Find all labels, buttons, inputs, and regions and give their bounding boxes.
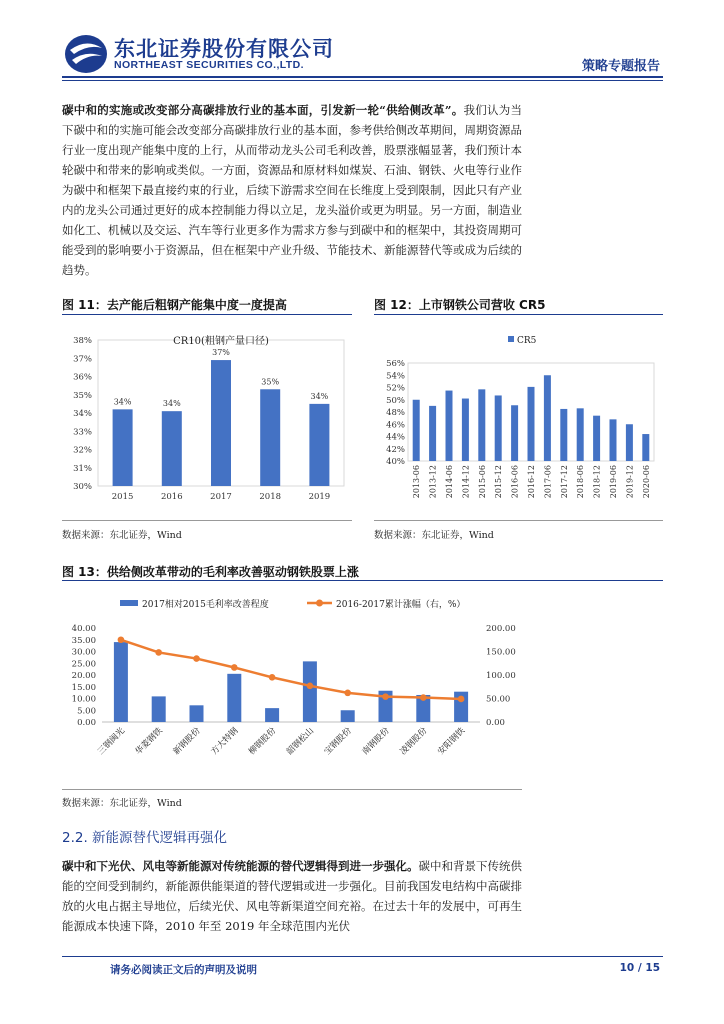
fig11-source: 数据来源：东北证券，Wind xyxy=(62,530,182,541)
fig13-line-point xyxy=(420,694,427,701)
fig12-legend-label: CR5 xyxy=(517,336,537,346)
fig13-x-tick: 方大特钢 xyxy=(209,726,241,758)
fig13-line-point xyxy=(344,690,351,697)
fig12-bar xyxy=(593,416,600,461)
fig13-bar xyxy=(341,710,355,722)
fig11-bar xyxy=(162,411,182,486)
fig13-legend-bar-label: 2017相对2015毛利率改善程度 xyxy=(142,600,269,610)
fig13-top-rule xyxy=(62,580,663,581)
fig13-legend-line-marker xyxy=(316,600,323,607)
fig13-bar xyxy=(190,705,204,722)
fig12-x-tick: 2015-06 xyxy=(477,465,487,499)
fig11-x-tick: 2019 xyxy=(308,492,331,502)
paragraph-carbon-neutral-supply-reform xyxy=(62,100,522,280)
fig12-chart xyxy=(374,318,663,518)
paragraph-lead: 碳中和的实施或改变部分高碳排放行业的基本面，引发新一轮“供给侧改革”。 xyxy=(62,103,464,117)
fig12-bar xyxy=(528,387,535,461)
fig13-line-point xyxy=(118,636,125,643)
fig12-top-rule xyxy=(374,314,663,315)
fig12-source: 数据来源：东北证券，Wind xyxy=(374,530,494,541)
fig11-top-rule xyxy=(62,314,352,315)
fig12-y-tick: 44% xyxy=(386,432,405,443)
fig12-bar xyxy=(413,400,420,461)
fig12-y-tick: 48% xyxy=(386,408,405,418)
fig11-y-tick: 31% xyxy=(73,463,92,474)
fig13-x-tick: 新钢股份 xyxy=(171,726,203,758)
fig13-y-left-tick: 40.00 xyxy=(71,624,96,634)
fig12-bottom-rule xyxy=(374,520,663,521)
fig12-bar xyxy=(610,419,617,461)
fig12-x-tick: 2017-06 xyxy=(543,465,553,499)
fig13-line-point xyxy=(155,649,162,656)
fig11-y-tick: 32% xyxy=(73,445,92,456)
fig13-line-point xyxy=(269,674,276,681)
fig13-line-point xyxy=(458,696,465,703)
fig13-x-tick: 华菱钢铁 xyxy=(133,726,165,758)
fig11-x-tick: 2015 xyxy=(111,492,134,502)
fig12-bar xyxy=(495,395,502,461)
fig13-title: 图 13：供给侧改革带动的毛利率改善驱动钢铁股票上涨 xyxy=(62,565,359,579)
fig13-y-right-tick: 150.00 xyxy=(486,647,516,658)
fig11-y-tick: 38% xyxy=(73,336,92,346)
fig13-y-left-tick: 20.00 xyxy=(71,671,96,681)
fig11-data-label: 34% xyxy=(310,391,329,401)
fig11-x-tick: 2018 xyxy=(259,492,282,502)
fig12-y-tick: 50% xyxy=(386,395,405,406)
fig11-y-tick: 35% xyxy=(73,390,92,401)
fig12-legend-swatch xyxy=(508,336,514,342)
fig12-bar xyxy=(478,389,485,461)
fig11-bar xyxy=(309,404,329,486)
fig13-x-tick: 柳钢股份 xyxy=(247,726,279,758)
fig12-x-tick: 2018-12 xyxy=(592,465,602,499)
fig11-x-tick: 2016 xyxy=(160,492,183,502)
fig13-y-right-tick: 100.00 xyxy=(486,671,516,681)
fig12-y-tick: 52% xyxy=(386,383,405,394)
fig12-bar xyxy=(560,409,567,461)
fig11-data-label: 34% xyxy=(113,397,132,407)
fig11-data-label: 34% xyxy=(162,399,181,409)
fig11-data-label: 37% xyxy=(212,348,230,358)
fig12-y-tick: 54% xyxy=(386,371,405,382)
fig11-bar xyxy=(260,389,280,486)
fig13-bar xyxy=(114,642,128,722)
header-rule xyxy=(62,76,663,78)
fig11-y-tick: 37% xyxy=(73,354,92,365)
fig12-x-tick: 2013-06 xyxy=(412,465,422,499)
fig12-bar xyxy=(626,424,633,461)
fig13-y-right-tick: 0.00 xyxy=(486,718,505,728)
fig11-bottom-rule xyxy=(62,520,352,521)
fig13-bar xyxy=(227,674,241,722)
fig12-y-tick: 40% xyxy=(386,457,405,467)
company-name-en: NORTHEAST SECURITIES CO.,LTD. xyxy=(114,59,304,71)
fig13-y-left-tick: 30.00 xyxy=(71,647,96,658)
fig12-x-tick: 2014-06 xyxy=(445,465,454,499)
fig11-y-tick: 33% xyxy=(73,427,92,438)
fig12-y-tick: 42% xyxy=(386,444,405,455)
fig13-line-point xyxy=(382,693,389,700)
fig12-title: 图 12：上市钢铁公司营收 CR5 xyxy=(374,298,546,312)
fig13-line-point xyxy=(231,664,238,671)
fig13-x-tick: 南钢股份 xyxy=(360,726,392,758)
fig12-bar xyxy=(429,406,436,461)
fig13-chart xyxy=(62,590,522,790)
fig11-bar xyxy=(211,360,231,486)
fig13-bottom-rule xyxy=(62,789,522,790)
fig13-bar xyxy=(152,696,166,722)
fig11-x-tick: 2017 xyxy=(210,492,232,502)
fig12-bar xyxy=(544,375,551,461)
footer-disclaimer: 请务必阅读正文后的声明及说明 xyxy=(110,964,257,976)
fig13-x-tick: 安阳钢铁 xyxy=(436,726,468,758)
fig13-line-series xyxy=(121,640,461,699)
fig12-x-tick: 2019-12 xyxy=(625,465,635,499)
fig13-y-left-tick: 0.00 xyxy=(77,718,96,728)
fig13-line-point xyxy=(193,655,200,662)
paragraph-body: 碳中和背景下传统供能的空间受到制约，新能源供能渠道的替代逻辑或进一步强化。目前我国发电结构中高碳排放的火电占据主导地位，后续光伏、风电等新渠道空间充裕。在过去十年的发展中，可再生能源成本快速下降，2010 年至 2019 年全球范围内光伏 xyxy=(62,859,522,933)
fig13-legend-line-label: 2016-2017累计涨幅（右，%） xyxy=(336,600,466,610)
fig12-x-tick: 2013-12 xyxy=(428,465,438,499)
fig12-x-tick: 2020-06 xyxy=(641,465,651,499)
report-type: 策略专题报告 xyxy=(581,59,660,74)
fig11-title: 图 11：去产能后粗钢产能集中度一度提高 xyxy=(62,298,287,312)
fig12-x-tick: 2018-06 xyxy=(576,465,586,499)
fig12-x-tick: 2014-12 xyxy=(461,465,471,499)
paragraph-lead: 碳中和下光伏、风电等新能源对传统能源的替代逻辑得到进一步强化。 xyxy=(62,859,419,873)
paragraph-body: 我们认为当下碳中和的实施可能会改变部分高碳排放行业的基本面，参考供给侧改革期间，周期资源品行业一度出现产能集中度的上行，从而带动龙头公司毛利改善，股票涨幅显著，我们预计本轮碳中和带来的影响或类似。一方面，资源品和原材料如煤炭、石油、钢铁、火电等行业作为碳中和框架下最直接约束的行业，后续下游需求空间在长维度上受到限制，因此只有产业内的龙头公司通过更好的成本控制能力得以立足，龙头溢价或更为明显。另一方面，制造业如化工、机械以及交运、汽车等行业更多作为需求方参与到碳中和的框架中，其投资周期可能受到的影响要小于资源品，但在框架中产业升级、节能技术、新能源替代等或成为后续的趋势。 xyxy=(62,103,523,277)
fig12-x-tick: 2015-12 xyxy=(494,465,504,499)
fig13-y-left-tick: 15.00 xyxy=(71,682,96,693)
fig11-y-tick: 34% xyxy=(73,409,92,419)
fig13-bar xyxy=(303,661,317,722)
fig13-bar xyxy=(265,708,279,722)
company-logo-icon xyxy=(64,34,108,74)
fig11-data-label: 35% xyxy=(261,377,280,387)
section-title: 2.2. 新能源替代逻辑再强化 xyxy=(62,830,228,846)
fig11-bar xyxy=(113,409,133,486)
fig12-x-tick: 2016-12 xyxy=(527,465,536,499)
fig13-y-left-tick: 25.00 xyxy=(71,659,96,670)
fig13-line-point xyxy=(307,683,314,690)
fig12-x-tick: 2019-06 xyxy=(609,465,618,499)
fig12-bar xyxy=(462,399,469,461)
fig12-y-tick: 46% xyxy=(386,420,405,431)
fig12-y-tick: 56% xyxy=(386,359,405,369)
fig13-y-left-tick: 35.00 xyxy=(71,635,96,646)
fig12-bar xyxy=(511,405,518,461)
fig13-y-right-tick: 200.00 xyxy=(486,624,516,634)
fig13-x-tick: 凌钢股份 xyxy=(398,726,430,758)
fig13-x-tick: 三钢闽光 xyxy=(95,726,128,758)
paragraph-new-energy xyxy=(62,856,522,936)
fig13-x-tick: 宝钢股份 xyxy=(322,726,354,758)
fig11-y-tick: 36% xyxy=(73,372,92,383)
fig12-bar xyxy=(446,391,453,461)
fig13-source: 数据来源：东北证券，Wind xyxy=(62,798,182,809)
fig12-x-tick: 2016-06 xyxy=(510,465,520,499)
fig13-y-left-tick: 10.00 xyxy=(71,694,96,705)
fig12-x-tick: 2017-12 xyxy=(559,465,569,499)
page-number: 10 / 15 xyxy=(619,962,660,974)
header-rule-thin xyxy=(62,80,663,81)
fig12-bar xyxy=(642,434,649,461)
fig13-y-left-tick: 5.00 xyxy=(77,706,96,717)
fig11-y-tick: 30% xyxy=(73,482,92,492)
fig12-bar xyxy=(577,408,584,461)
fig11-chart-title: CR10(粗钢产量口径) xyxy=(173,336,269,347)
fig13-legend-bar-swatch xyxy=(120,600,138,606)
fig11-chart xyxy=(62,318,352,518)
footer-rule xyxy=(62,956,663,957)
fig13-x-tick: 韶钢松山 xyxy=(284,726,317,758)
company-name-cn: 东北证券股份有限公司 xyxy=(114,37,334,61)
fig13-y-right-tick: 50.00 xyxy=(486,694,511,705)
